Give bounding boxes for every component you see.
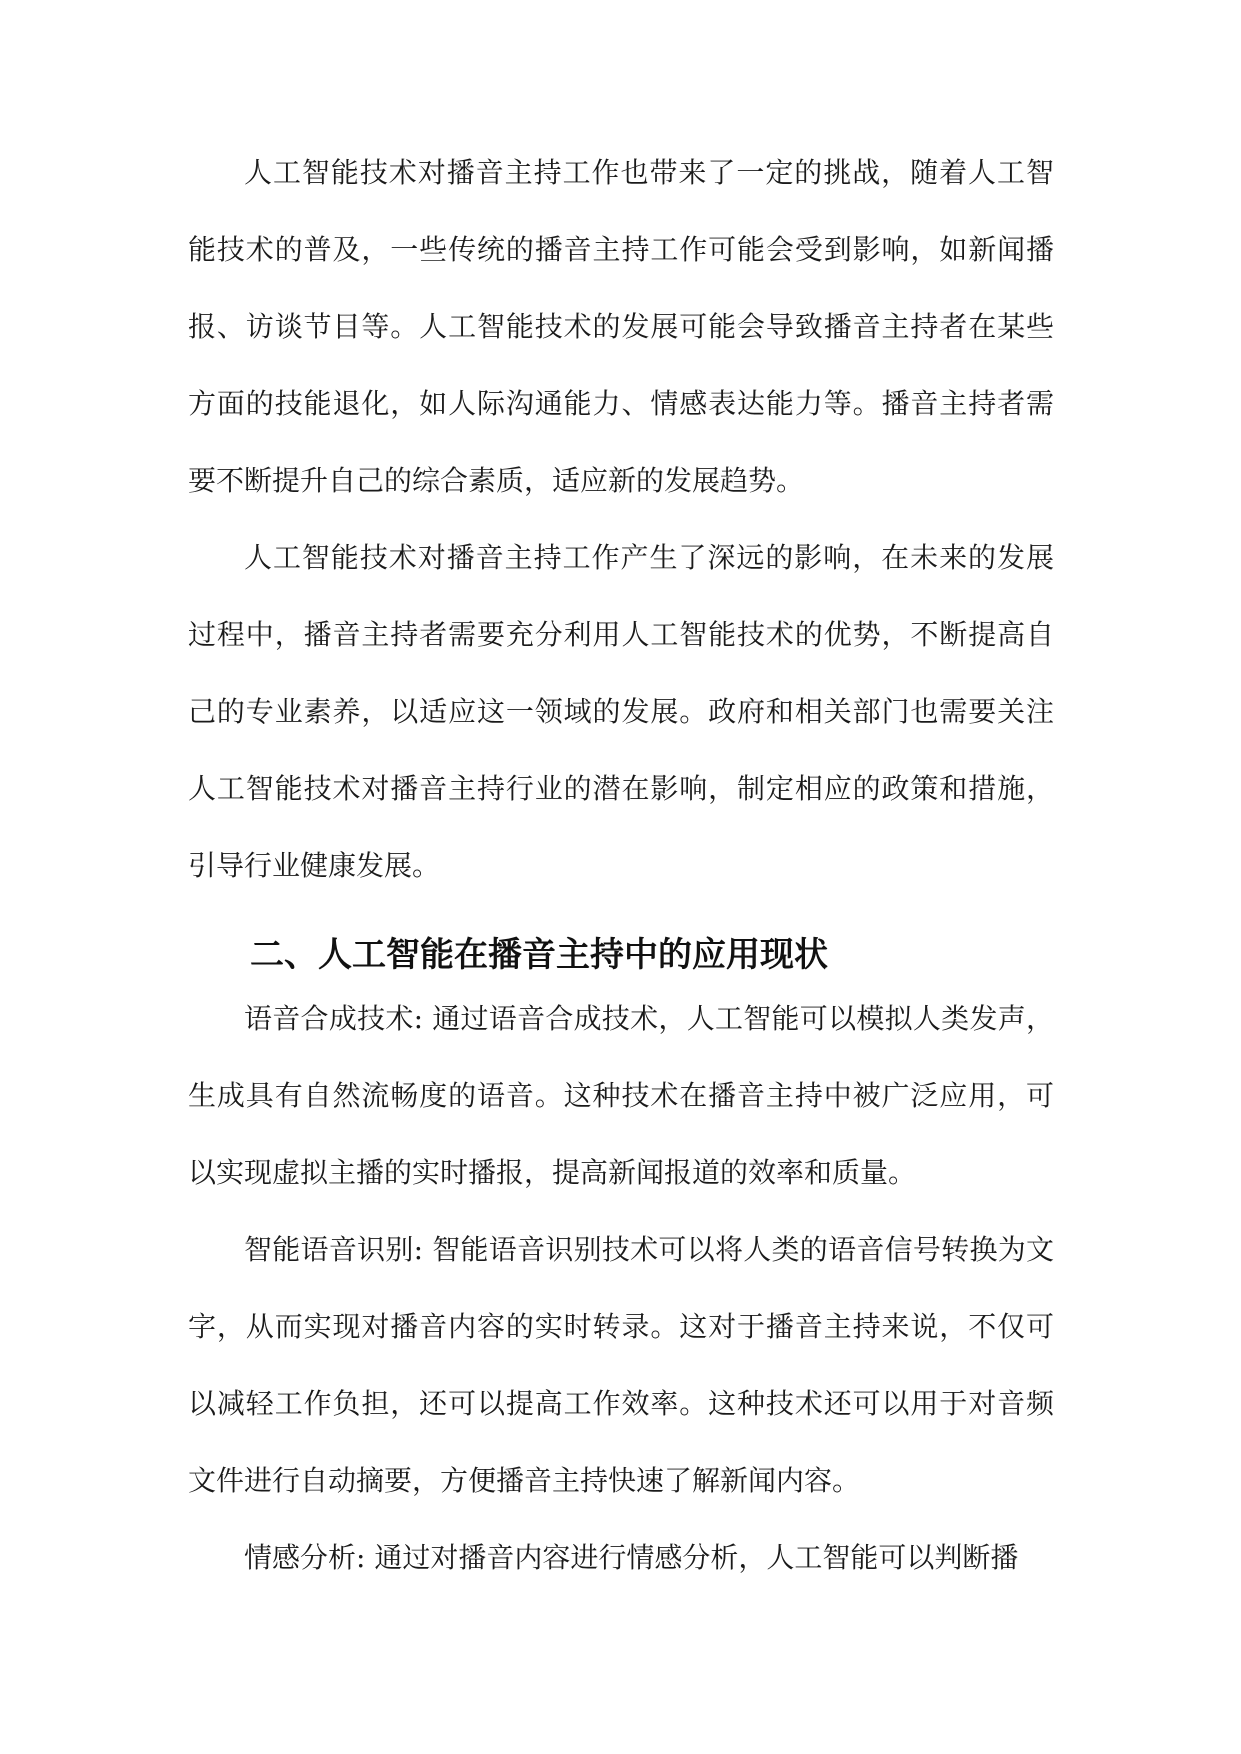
paragraph: 智能语音识别: 智能语音识别技术可以将人类的语音信号转换为文字，从而实现对播音内容的实时转录。这对于播音主持来说，不仅可以减轻工作负担，还可以提高工作效率。这种技术还可以用于对音频文件进行自动摘要，方便播音主持快速了解新闻内容。 (188, 1233, 1054, 1497)
section-heading: 二、人工智能在播音主持中的应用现状 (250, 935, 828, 975)
paragraph: 人工智能技术对播音主持工作也带来了一定的挑战，随着人工智能技术的普及，一些传统的播音主持工作可能会受到影响，如新闻播报、访谈节目等。人工智能技术的发展可能会导致播音主持者在某些方面的技能退化，如人际沟通能力、情感表达能力等。播音主持者需要不断提升自己的综合素质，适应新的发展趋势。 (188, 156, 1054, 497)
paragraph: 情感分析: 通过对播音内容进行情感分析，人工智能可以判断播 (244, 1541, 1019, 1574)
body-text-section-1 (188, 134, 1054, 904)
paragraph: 人工智能技术对播音主持工作产生了深远的影响，在未来的发展过程中，播音主持者需要充分利用人工智能技术的优势，不断提高自己的专业素养，以适应这一领域的发展。政府和相关部门也需要关注人工智能技术对播音主持行业的潜在影响，制定相应的政策和措施，引导行业健康发展。 (188, 541, 1054, 882)
paragraph: 语音合成技术: 通过语音合成技术，人工智能可以模拟人类发声，生成具有自然流畅度的语音。这种技术在播音主持中被广泛应用，可以实现虚拟主播的实时播报，提高新闻报道的效率和质量。 (188, 1002, 1054, 1189)
body-text-section-2 (188, 980, 1054, 1596)
